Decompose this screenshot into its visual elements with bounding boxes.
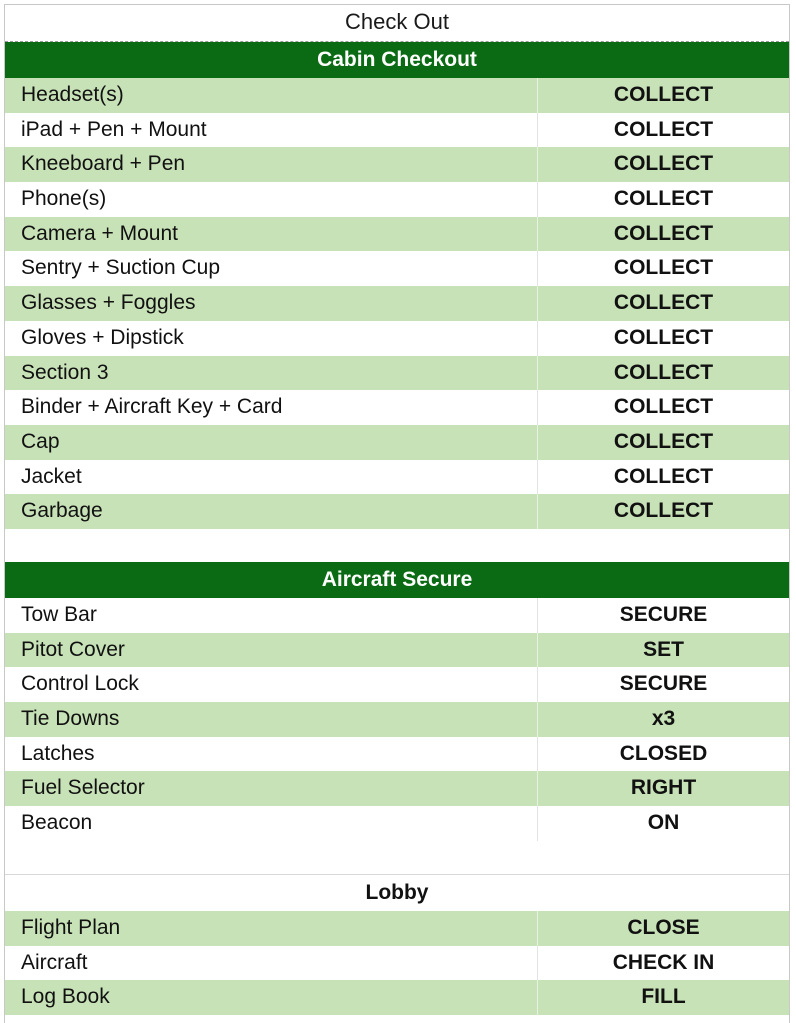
action-cell: COLLECT xyxy=(613,187,714,211)
table-row xyxy=(5,321,789,356)
action-cell: COLLECT xyxy=(613,464,714,488)
section-header: Lobby xyxy=(5,874,789,911)
table-row xyxy=(5,78,789,113)
item-cell: Cap xyxy=(5,425,538,460)
table-row xyxy=(5,251,789,286)
item-cell: Log Book xyxy=(5,980,538,1015)
table-row xyxy=(5,737,789,772)
table-row xyxy=(5,113,789,148)
item-cell: Tow Bar xyxy=(5,598,538,633)
item-cell: Fuel Selector xyxy=(5,771,538,806)
action-cell: RIGHT xyxy=(630,776,697,800)
item-cell: iPad + Pen + Mount xyxy=(5,113,538,148)
table-row xyxy=(5,147,789,182)
action-cell: COLLECT xyxy=(613,395,714,419)
action-cell: COLLECT xyxy=(613,325,714,349)
action-cell: COLLECT xyxy=(613,117,714,141)
table-row xyxy=(5,667,789,702)
item-cell: Pitot Cover xyxy=(5,633,538,668)
table-row xyxy=(5,771,789,806)
action-cell: CLOSE xyxy=(627,916,700,939)
table-row xyxy=(5,425,789,460)
item-cell: Kneeboard + Pen xyxy=(5,147,538,182)
action-cell: COLLECT xyxy=(613,221,714,245)
action-cell: COLLECT xyxy=(613,360,714,384)
item-cell: Binder + Aircraft Key + Card xyxy=(5,390,538,425)
table-row xyxy=(5,946,789,981)
action-cell: SECURE xyxy=(619,672,708,696)
table-row xyxy=(5,217,789,252)
action-cell: COLLECT xyxy=(613,429,714,453)
action-cell: SECURE xyxy=(619,603,708,626)
item-cell: Glasses + Foggles xyxy=(5,286,538,321)
table-row xyxy=(5,460,789,495)
item-cell: Beacon xyxy=(5,806,538,841)
action-cell: COLLECT xyxy=(613,499,714,523)
page-title: Check Out xyxy=(345,9,449,34)
item-cell: Garbage xyxy=(5,494,538,529)
item-cell: Gloves + Dipstick xyxy=(5,321,538,356)
item-cell: Section 3 xyxy=(5,356,538,391)
item-cell: Flight Plan xyxy=(5,911,538,946)
section-header: Aircraft Secure xyxy=(5,562,789,598)
item-cell: Headset(s) xyxy=(5,78,538,113)
section-lobby xyxy=(5,874,789,1015)
action-cell: SET xyxy=(643,637,684,661)
item-cell: Aircraft xyxy=(5,946,538,981)
table-row xyxy=(5,598,789,633)
section-aircraft-secure xyxy=(5,562,789,841)
action-cell: ON xyxy=(647,811,680,835)
table-row xyxy=(5,633,789,668)
checklist-sheet xyxy=(4,4,790,1023)
table-row xyxy=(5,494,789,529)
action-cell: FILL xyxy=(641,985,686,1009)
table-row xyxy=(5,356,789,391)
item-cell: Tie Downs xyxy=(5,702,538,737)
action-cell: COLLECT xyxy=(613,256,714,280)
action-cell: COLLECT xyxy=(613,152,714,176)
table-row xyxy=(5,806,789,841)
item-cell: Sentry + Suction Cup xyxy=(5,251,538,286)
table-row xyxy=(5,911,789,946)
action-cell: x3 xyxy=(651,707,676,731)
table-row xyxy=(5,390,789,425)
table-row xyxy=(5,702,789,737)
action-cell: CHECK IN xyxy=(612,950,715,974)
item-cell: Jacket xyxy=(5,460,538,495)
section-cabin-checkout xyxy=(5,42,789,529)
item-cell: Latches xyxy=(5,737,538,772)
item-cell: Control Lock xyxy=(5,667,538,702)
action-cell: COLLECT xyxy=(613,83,714,106)
item-cell: Camera + Mount xyxy=(5,217,538,252)
table-row xyxy=(5,980,789,1015)
action-cell: CLOSED xyxy=(619,741,708,765)
table-row xyxy=(5,286,789,321)
section-header: Cabin Checkout xyxy=(5,42,789,78)
table-row xyxy=(5,182,789,217)
action-cell: COLLECT xyxy=(613,291,714,315)
item-cell: Phone(s) xyxy=(5,182,538,217)
